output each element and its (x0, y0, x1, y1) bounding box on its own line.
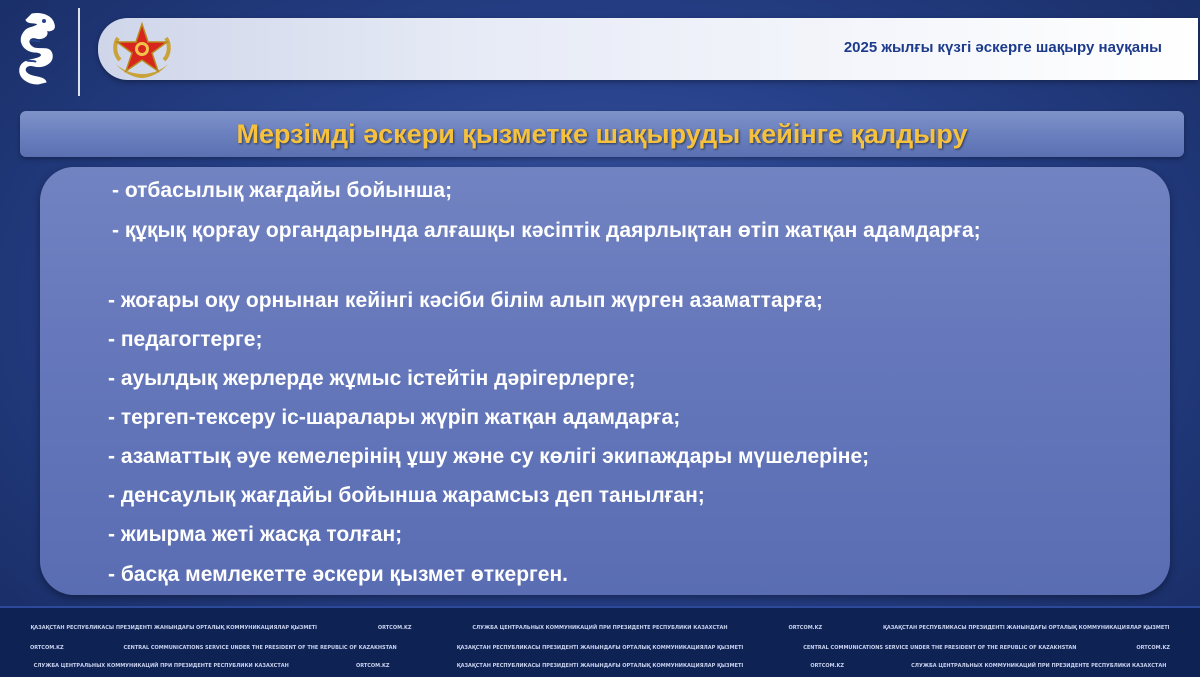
logo-divider (78, 8, 80, 96)
footer-row (0, 638, 1200, 658)
list-item: - ауылдық жерлерде жұмыс істейтін дәрігерлерге; (108, 367, 636, 390)
footer-row (0, 618, 1200, 638)
footer-text: ҚАЗАҚСТАН РЕСПУБЛИКАСЫ ПРЕЗИДЕНТІ ЖАНЫНДАҒЫ ОРТАЛЫҚ КОММУНИКАЦИЯЛАР ҚЫЗМЕТІ (456, 663, 744, 669)
campaign-title: 2025 жылғы күзгі әскерге шақыру науқаны (843, 39, 1162, 56)
title-bar (20, 111, 1184, 157)
footer-text: СЛУЖБА ЦЕНТРАЛЬНЫХ КОММУНИКАЦИЙ ПРИ ПРЕЗИДЕНТЕ РЕСПУБЛИКИ КАЗАХСТАН (911, 663, 1167, 669)
footer-text: ҚАЗАҚСТАН РЕСПУБЛИКАСЫ ПРЕЗИДЕНТІ ЖАНЫНДАҒЫ ОРТАЛЫҚ КОММУНИКАЦИЯЛАР ҚЫЗМЕТІ (882, 625, 1170, 631)
footer-text: ORTCOM.KZ (29, 645, 64, 651)
footer-text: ҚАЗАҚСТАН РЕСПУБЛИКАСЫ ПРЕЗИДЕНТІ ЖАНЫНДАҒЫ ОРТАЛЫҚ КОММУНИКАЦИЯЛАР ҚЫЗМЕТІ (456, 645, 744, 651)
list-item: - педагогтерге; (108, 328, 263, 351)
footer-text: ҚАЗАҚСТАН РЕСПУБЛИКАСЫ ПРЕЗИДЕНТІ ЖАНЫНДАҒЫ ОРТАЛЫҚ КОММУНИКАЦИЯЛАР ҚЫЗМЕТІ (30, 625, 317, 631)
footer-watermark (0, 606, 1200, 677)
list-item: - жоғары оқу орнынан кейінгі кәсіби білім алып жүрген азаматтарға; (108, 289, 823, 312)
footer-row (0, 656, 1200, 676)
footer-text: ORTCOM.KZ (788, 625, 823, 631)
list-item: - тергеп-тексеру іс-шаралары жүріп жатқан адамдарға; (108, 406, 681, 429)
list-item: - құқық қорғау органдарында алғашқы кәсіптік даярлықтан өтіп жатқан адамдарға; (112, 219, 981, 242)
main-title: Мерзімді әскери қызметке шақыруды кейінге қалдыру (236, 119, 968, 149)
list-item: - басқа мемлекетте әскери қызмет өткерген. (108, 563, 569, 586)
footer-text: СЛУЖБА ЦЕНТРАЛЬНЫХ КОММУНИКАЦИЙ ПРИ ПРЕЗИДЕНТЕ РЕСПУБЛИКИ КАЗАХСТАН (33, 663, 289, 669)
footer-text: ORTCOM.KZ (810, 663, 844, 669)
list-item: - денсаулық жағдайы бойынша жарамсыз деп танылған; (108, 484, 705, 507)
footer-text: ORTCOM.KZ (355, 663, 390, 669)
list-item: - жиырма жеті жасқа толған; (108, 523, 403, 546)
logo-area (0, 0, 80, 98)
footer-text: ORTCOM.KZ (377, 625, 412, 631)
footer-text: CENTRAL COMMUNICATIONS SERVICE UNDER THE PRESIDENT OF THE REPUBLIC OF KAZAKHSTAN (123, 645, 397, 651)
list-item: - азаматтық әуе кемелерінің ұшу және су көлігі экипаждары мүшелеріне; (108, 445, 870, 468)
footer-text: СЛУЖБА ЦЕНТРАЛЬНЫХ КОММУНИКАЦИЙ ПРИ ПРЕЗИДЕНТЕ РЕСПУБЛИКИ КАЗАХСТАН (472, 625, 728, 631)
footer-text: CENTRAL COMMUNICATIONS SERVICE UNDER THE PRESIDENT OF THE REPUBLIC OF KAZAKHSTAN (803, 645, 1077, 651)
list-item: - отбасылық жағдайы бойынша; (112, 179, 453, 202)
snow-leopard-icon (12, 10, 64, 86)
footer-text: ORTCOM.KZ (1136, 645, 1170, 651)
red-star-emblem-icon (106, 20, 178, 80)
